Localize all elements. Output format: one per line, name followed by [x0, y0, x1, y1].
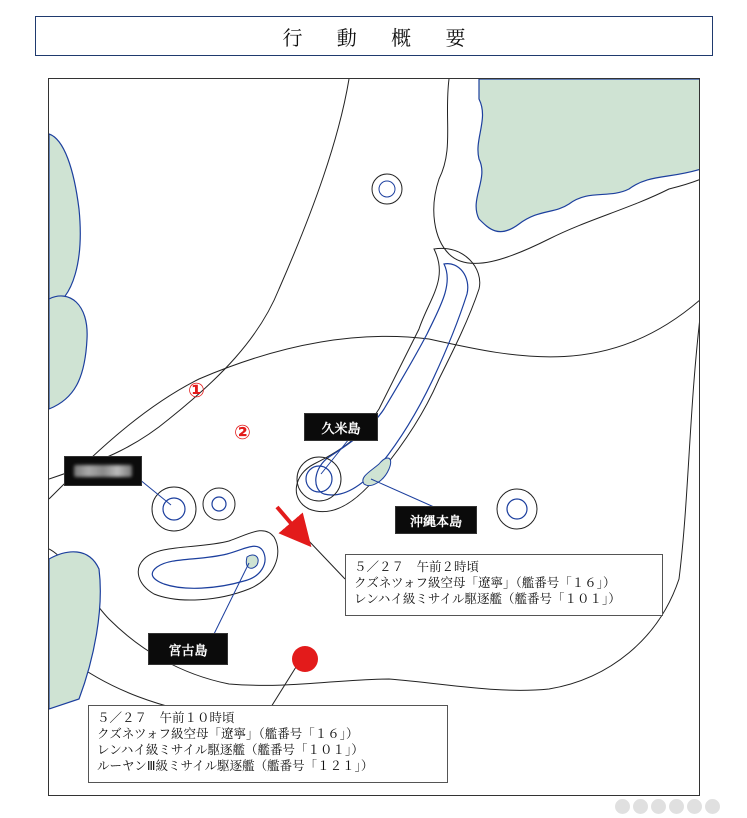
left-land-top [49, 134, 80, 309]
left-land-mid [49, 296, 87, 409]
label-miyako-text: 宮古島 [168, 643, 208, 659]
kume-ring-outer [297, 457, 341, 501]
watermark-dot-icon [705, 799, 720, 814]
kyushu-land [476, 79, 700, 232]
red-dot-icon [292, 646, 318, 672]
label-redacted [64, 456, 142, 486]
title-box [35, 16, 713, 56]
label-okinawa-text: 沖縄本島 [409, 514, 462, 530]
leader-event-1 [307, 539, 345, 579]
leader-redacted [139, 479, 171, 505]
kume-ring-inner [306, 466, 332, 492]
left-ring-1 [152, 487, 196, 531]
island-ring-a [372, 174, 402, 204]
watermark-dot-icon [669, 799, 684, 814]
daito-ring-outer [497, 489, 537, 529]
left-ring-2-inner [212, 497, 226, 511]
watermark [615, 796, 745, 816]
label-okinawa [395, 506, 477, 534]
left-ring-2 [203, 488, 235, 520]
page-title: 行 動 概 要 [282, 25, 480, 50]
red-arrow-icon [277, 507, 301, 535]
event-2-ship-3: ルーヤンⅢ級ミサイル駆逐艦（艦番号「１２１」） [97, 758, 374, 773]
event-1-time: ５／２７ 午前２時頃 [354, 559, 480, 574]
label-kume-text: 久米島 [321, 421, 361, 437]
event-2-box [88, 705, 448, 783]
event-2-ship-1: クズネツォフ級空母「遼寧」（艦番号「１６」） [97, 726, 359, 741]
leader-miyako [214, 563, 249, 634]
event-2-time: ５／２７ 午前１０時頃 [97, 710, 235, 725]
watermark-dot-icon [633, 799, 648, 814]
taiwan-land [49, 552, 100, 709]
redacted-blur [74, 465, 132, 477]
event-2-ship-2: レンハイ級ミサイル駆逐艦（艦番号「１０１」） [97, 742, 364, 757]
leader-okinawa [371, 479, 434, 507]
marker-two: ② [234, 420, 251, 444]
leader-kume [321, 439, 349, 474]
label-miyako [148, 633, 228, 665]
label-kume [304, 413, 378, 441]
event-1-ship-2: レンハイ級ミサイル駆逐艦（艦番号「１０１」） [354, 591, 621, 606]
watermark-dot-icon [615, 799, 630, 814]
watermark-dot-icon [651, 799, 666, 814]
event-1-box [345, 554, 663, 616]
watermark-dot-icon [687, 799, 702, 814]
miyako-island [246, 555, 258, 568]
island-ring-a-inner [379, 181, 395, 197]
event-1-ship-1: クズネツォフ級空母「遼寧」（艦番号「１６」） [354, 575, 616, 590]
boundary-circle [49, 299, 700, 690]
daito-ring-inner [507, 499, 527, 519]
nansei-buffer-inner [316, 264, 468, 495]
marker-one: ① [188, 378, 205, 402]
